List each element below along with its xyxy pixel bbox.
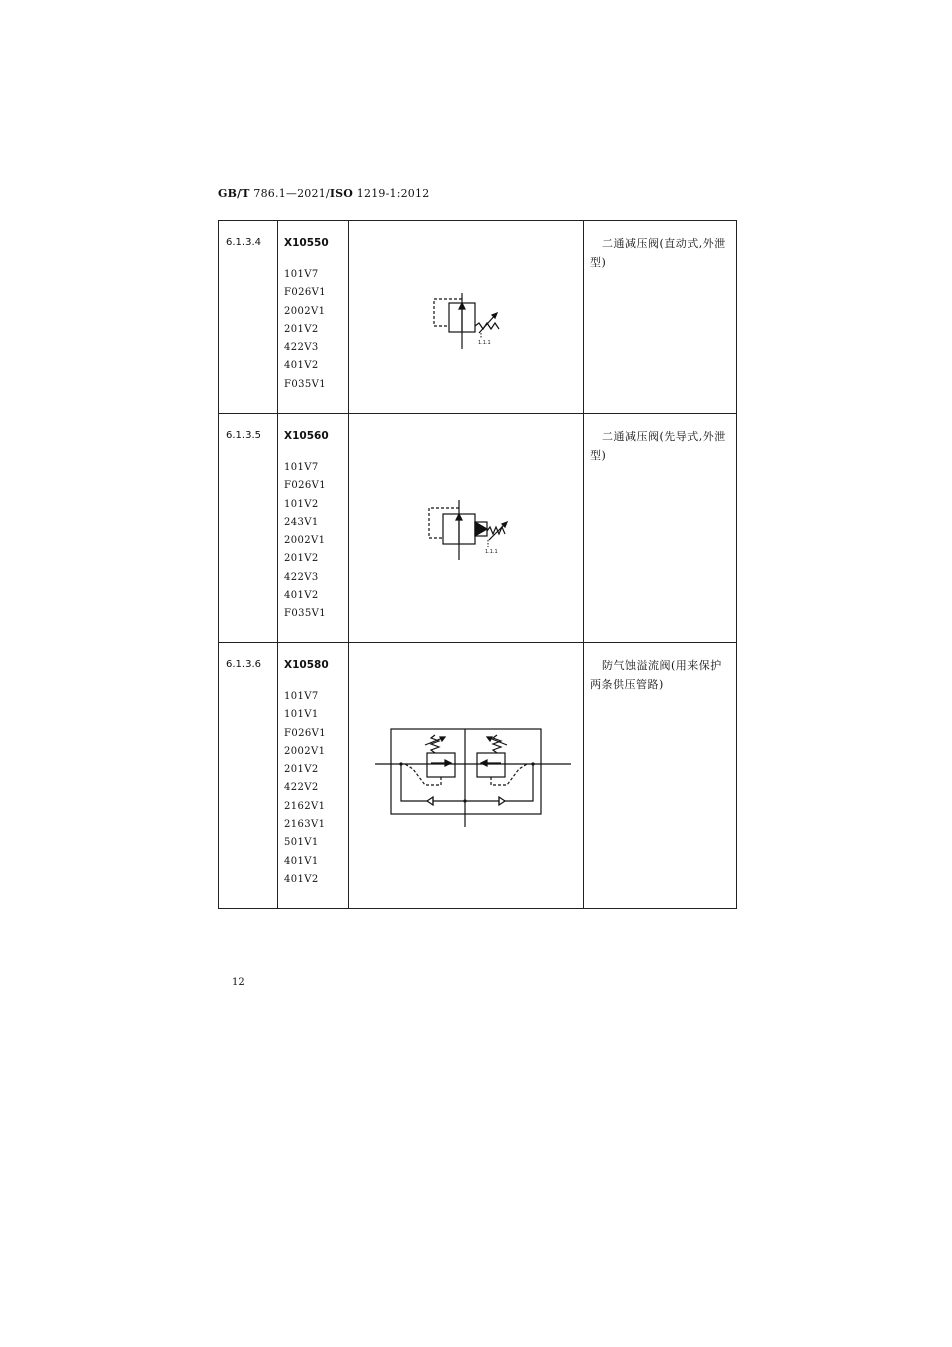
reference-item: F026V1: [284, 287, 327, 299]
reference-list: [278, 249, 348, 394]
reference-item: 422V2: [284, 782, 319, 794]
reference-list: [278, 442, 348, 624]
reference-item: 201V2: [284, 553, 319, 565]
reference-item: 2163V1: [284, 819, 326, 831]
reference-item: 401V2: [284, 590, 319, 602]
reference-item: 422V3: [284, 571, 319, 583]
reference-item: 201V2: [284, 323, 319, 335]
reference-item: 101V1: [284, 709, 319, 721]
table-row: [219, 414, 737, 643]
reference-list: [278, 671, 348, 889]
reference-item: 201V2: [284, 764, 319, 776]
reference-item: 401V2: [284, 360, 319, 372]
reference-item: 2002V1: [284, 305, 326, 317]
reference-item: 243V1: [284, 516, 319, 528]
header-iso-number: 1219-1:2012: [356, 187, 430, 200]
header-prefix: GB/T: [218, 187, 250, 200]
svg-text:1.1.1: 1.1.1: [478, 340, 491, 346]
reference-item: 2002V1: [284, 535, 326, 547]
reference-item: F026V1: [284, 480, 327, 492]
reference-item: 101V7: [284, 269, 319, 280]
header-standard: 786.1—2021/: [253, 187, 330, 200]
anti-cavitation-relief-valve-icon: [375, 723, 571, 831]
reference-item: F026V1: [284, 727, 327, 739]
reference-item: F035V1: [284, 608, 327, 620]
clause-number: 6.1.3.4: [226, 237, 261, 248]
reference-item: 2162V1: [284, 800, 326, 812]
reference-item: 422V3: [284, 342, 319, 354]
reference-item: F035V1: [284, 378, 327, 390]
svg-text:1.1.1: 1.1.1: [485, 549, 498, 555]
page-number: 12: [232, 977, 245, 988]
table-row: [219, 643, 737, 909]
document-header: [218, 187, 429, 200]
pilot-operated-pressure-reducing-valve-icon: [425, 500, 509, 560]
symbol-table: [218, 220, 737, 909]
table-row: [219, 221, 737, 414]
symbol-description: 二通减压阀(先导式,外泄型): [590, 430, 726, 462]
reference-item: 101V7: [284, 462, 319, 473]
clause-number: 6.1.3.5: [226, 430, 261, 441]
reference-item: 501V1: [284, 837, 319, 849]
reference-item: 101V2: [284, 498, 319, 510]
symbol-code: X10580: [284, 659, 329, 671]
symbol-code: X10560: [284, 430, 329, 442]
clause-number: 6.1.3.6: [226, 659, 261, 670]
header-iso-prefix: ISO: [329, 187, 354, 200]
reference-item: 401V1: [284, 855, 319, 867]
reference-item: 2002V1: [284, 745, 326, 757]
symbol-description: 防气蚀溢流阀(用来保护两条供压管路): [590, 659, 722, 691]
reference-item: 401V2: [284, 873, 319, 885]
direct-acting-pressure-reducing-valve-icon: [431, 293, 503, 349]
symbol-code: X10550: [284, 237, 329, 249]
reference-item: 101V7: [284, 691, 319, 702]
symbol-description: 二通减压阀(直动式,外泄型): [590, 237, 726, 269]
